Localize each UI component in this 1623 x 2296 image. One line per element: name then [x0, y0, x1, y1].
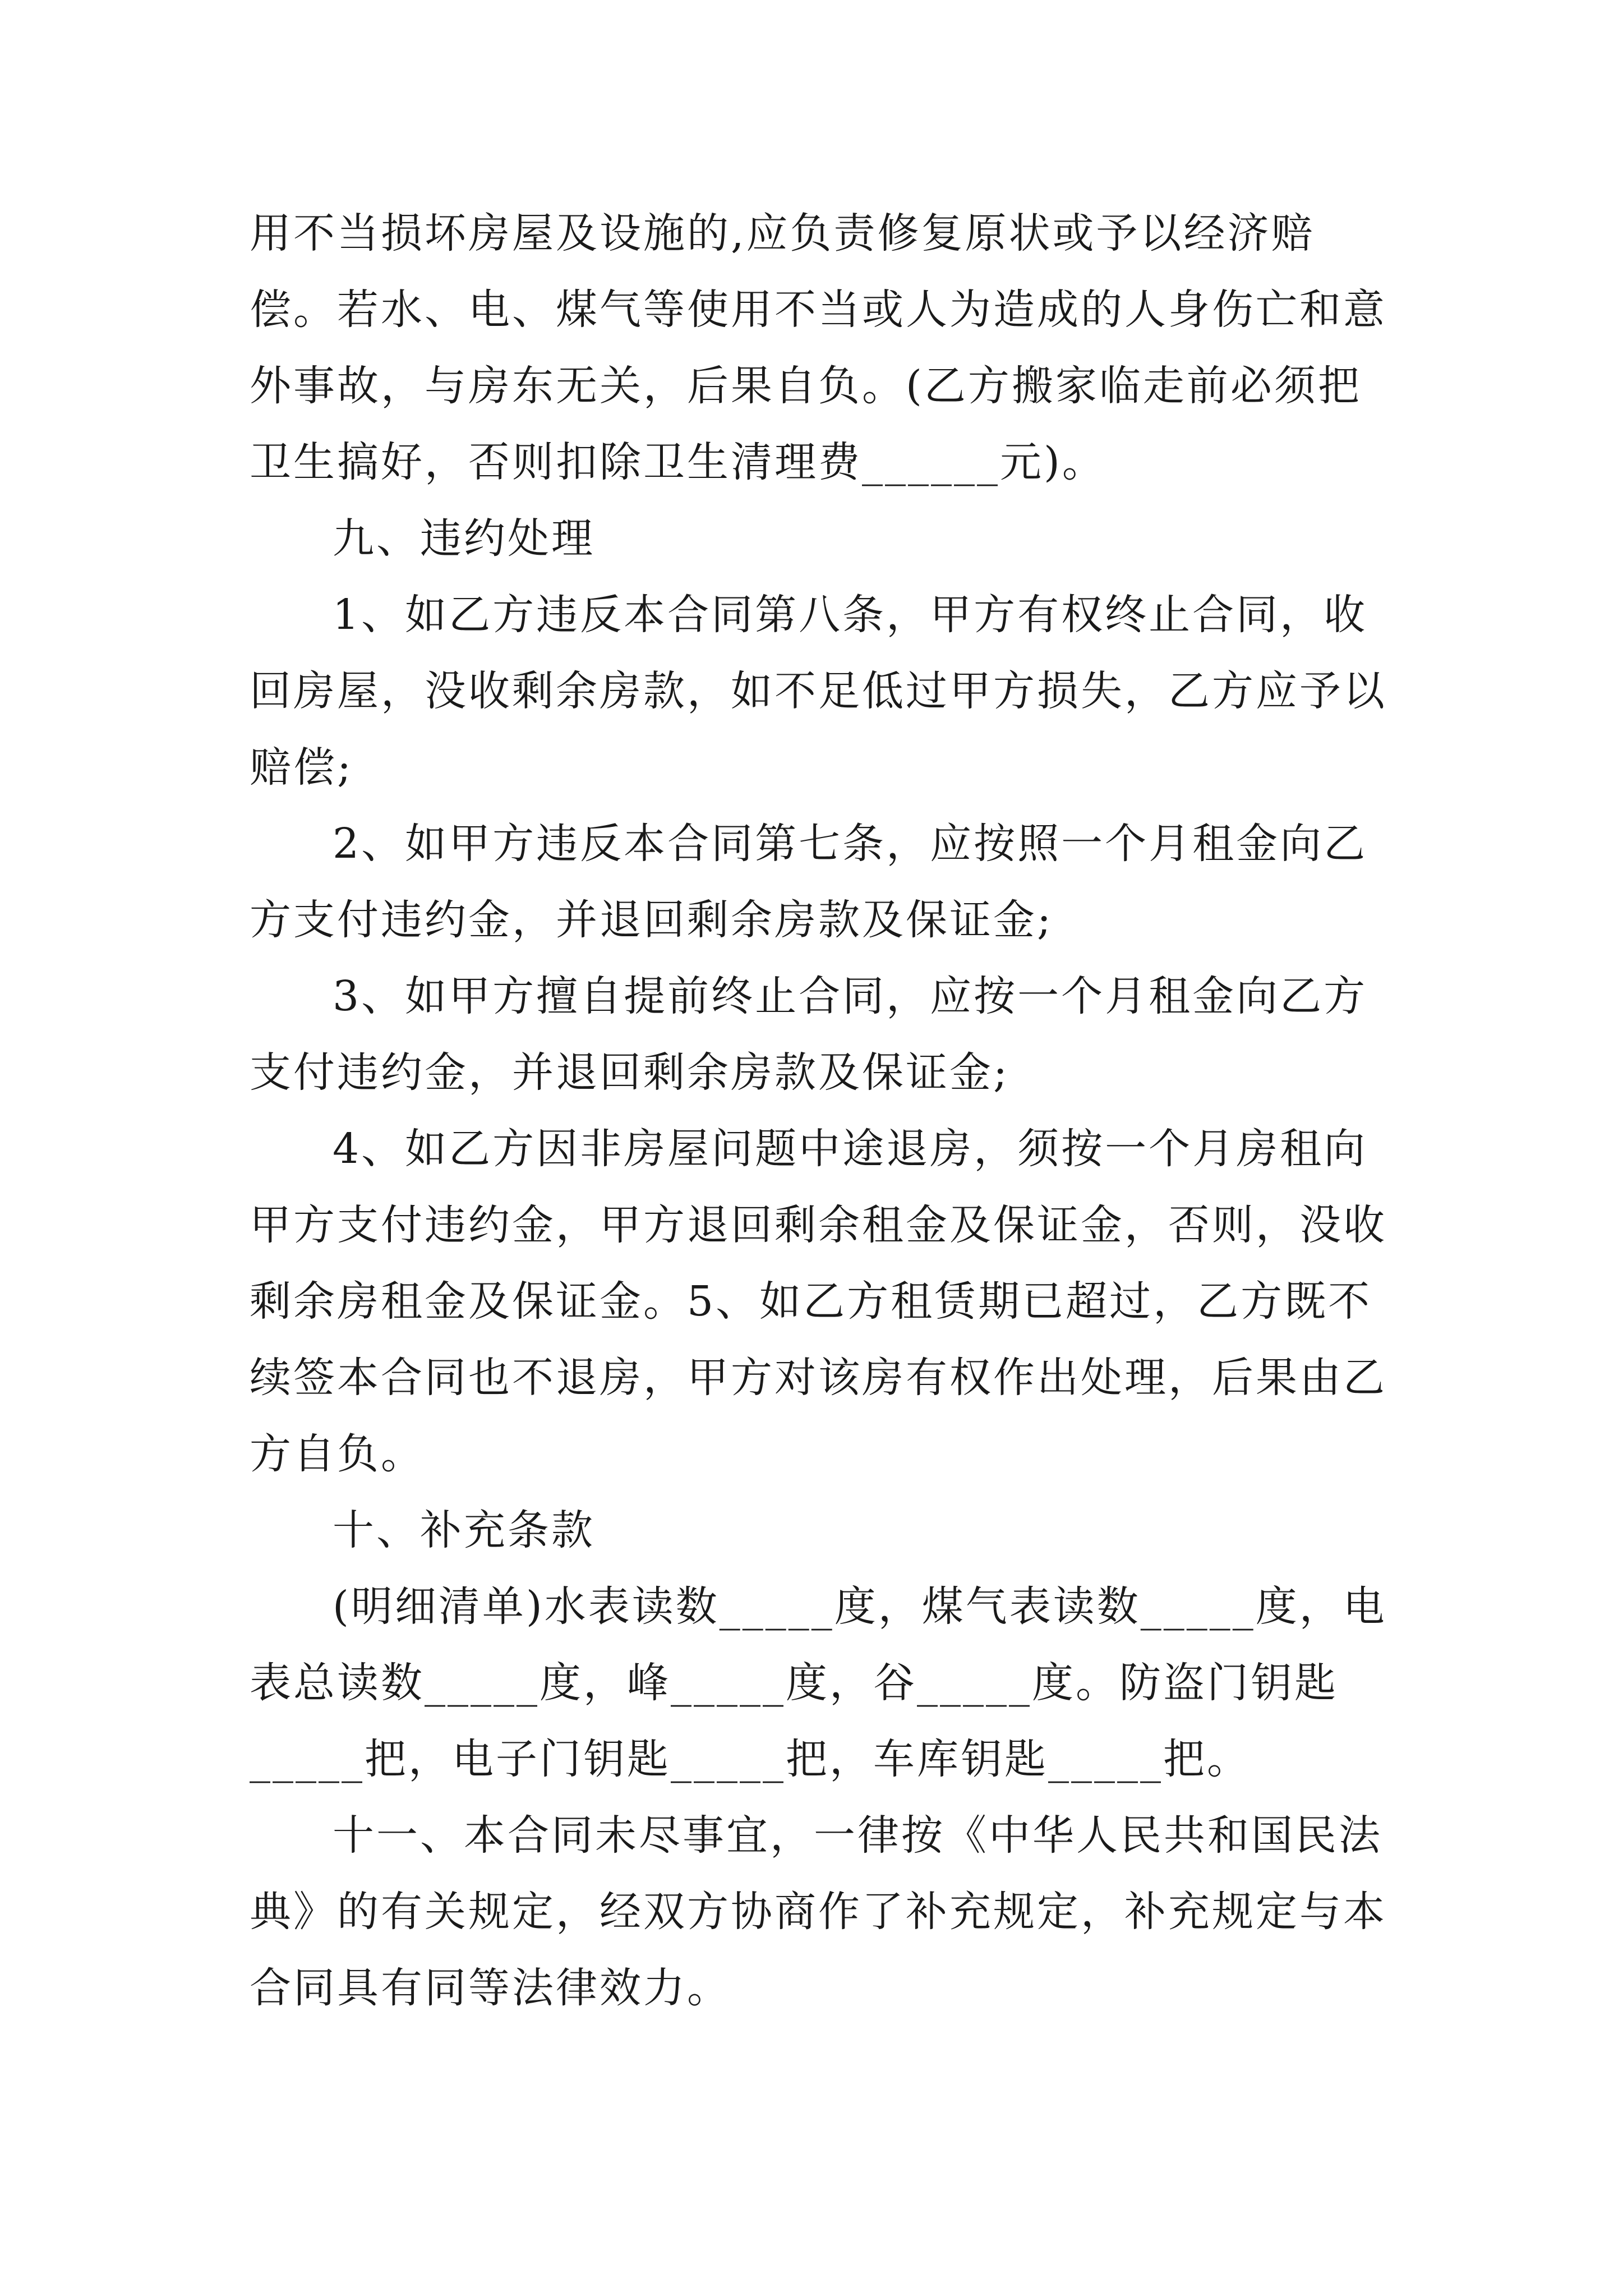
- breach-clause-1: 1、如乙方违反本合同第八条，甲方有权终止合同，收回房屋，没收剩余房款，如不足低过甲方损失，乙方应予以赔偿;: [250, 591, 1387, 792]
- supplementary-list: (明细清单)水表读数_____度，煤气表读数_____度，电表总读数_____度，峰_____度，谷_____度。防盗门钥匙_____把，电子门钥匙_____把，车库钥匙_____把。: [250, 1582, 1387, 1783]
- paragraph-continuation: 用不当损坏房屋及设施的,应负责修复原状或予以经济赔偿。若水、电、煤气等使用不当或人为造成的人身伤亡和意外事故，与房东无关，后果自负。(乙方搬家临走前必须把卫生搞好，否则扣除卫生清理费______元)。: [250, 209, 1387, 486]
- section-heading-breach: 九、违约处理: [333, 514, 595, 563]
- section-eleven: 十一、本合同未尽事宜，一律按《中华人民共和国民法典》的有关规定，经双方协商作了补充规定，补充规定与本合同具有同等法律效力。: [250, 1811, 1387, 2012]
- breach-clause-2: 2、如甲方违反本合同第七条，应按照一个月租金向乙方支付违约金，并退回剩余房款及保证金;: [250, 820, 1368, 944]
- breach-clause-3: 3、如甲方擅自提前终止合同，应按一个月租金向乙方支付违约金，并退回剩余房款及保证金;: [250, 972, 1368, 1097]
- section-heading-supplementary: 十、补充条款: [333, 1506, 595, 1554]
- document-body: [250, 195, 1394, 2026]
- breach-clause-4-5: 4、如乙方因非房屋问题中途退房，须按一个月房租向甲方支付违约金，甲方退回剩余租金及保证金，否则，没收剩余房租金及保证金。5、如乙方租赁期已超过，乙方既不续签本合同也不退房，甲方对该房有权作出处理，后果由乙方自负。: [250, 1125, 1387, 1478]
